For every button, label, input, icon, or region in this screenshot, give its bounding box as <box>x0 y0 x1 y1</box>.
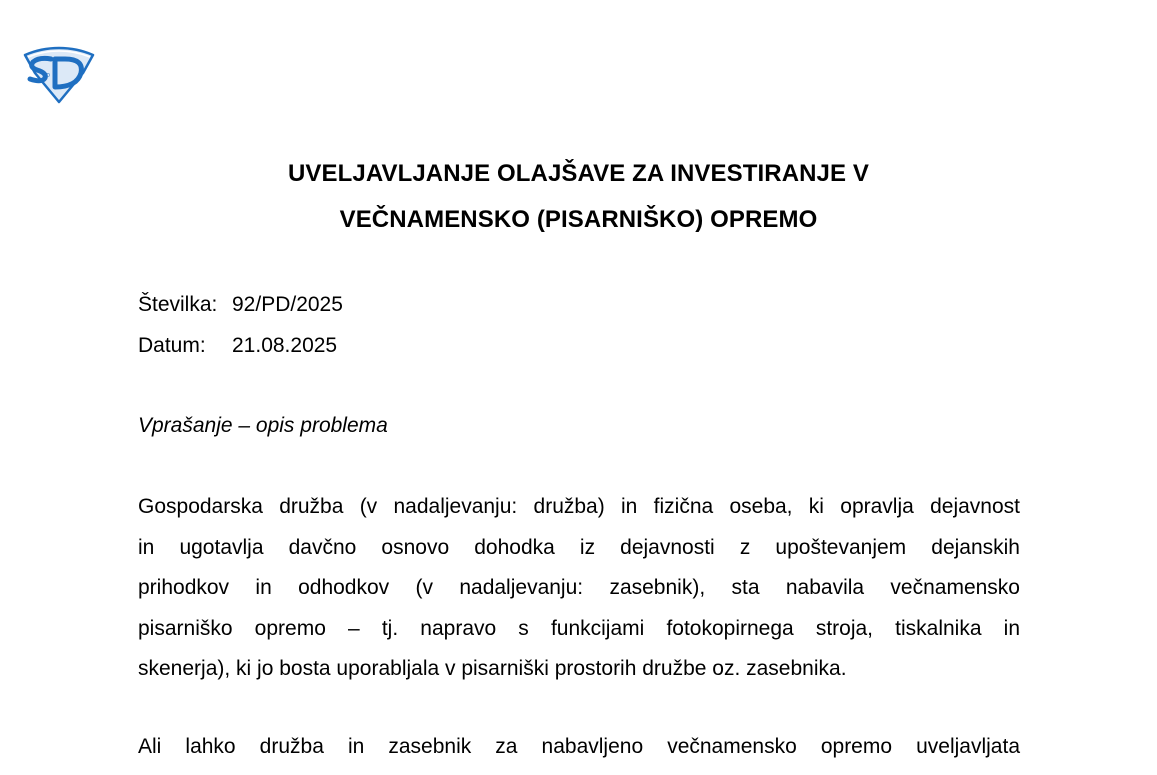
company-logo <box>21 47 97 105</box>
paragraph-line: skenerja), ki jo bosta uporabljala v pisarniški prostorih družbe oz. zasebnika. <box>138 657 847 680</box>
paragraph-line: prihodkov in odhodkov (v nadaljevanju: zasebnik), sta nabavila večnamensko <box>138 576 1020 599</box>
document-date <box>138 333 337 359</box>
document-title-line-2: VEČNAMENSKO (PISARNIŠKO) OPREMO <box>339 206 818 233</box>
document-number-label: Številka: <box>138 293 218 316</box>
document-title-line-1: UVELJAVLJANJE OLAJŠAVE ZA INVESTIRANJE V <box>287 160 869 187</box>
document-number <box>138 292 343 318</box>
logo-text: SD <box>43 73 50 79</box>
document-date-label: Datum: <box>138 334 206 357</box>
paragraph-question <box>138 734 1020 775</box>
document-date-value: 21.08.2025 <box>232 334 338 357</box>
paragraph-problem-description <box>138 494 1020 697</box>
paragraph-line: Gospodarska družba (v nadaljevanju: družba) in fizična oseba, ki opravlja dejavnost <box>138 495 1020 518</box>
paragraph-line: in ugotavlja davčno osnovo dohodka iz dejavnosti z upoštevanjem dejanskih <box>138 535 1020 559</box>
document-number-value: 92/PD/2025 <box>232 293 343 316</box>
section-heading: Vprašanje – opis problema <box>138 414 388 437</box>
paragraph-line: pisarniško opremo – tj. napravo s funkcijami fotokopirnega stroja, tiskalnika in <box>138 616 1020 640</box>
paragraph-line: Ali lahko družba in zasebnik za nabavljeno večnamensko opremo uveljavljata <box>138 735 1020 758</box>
sd-shield-logo-icon <box>21 47 97 105</box>
